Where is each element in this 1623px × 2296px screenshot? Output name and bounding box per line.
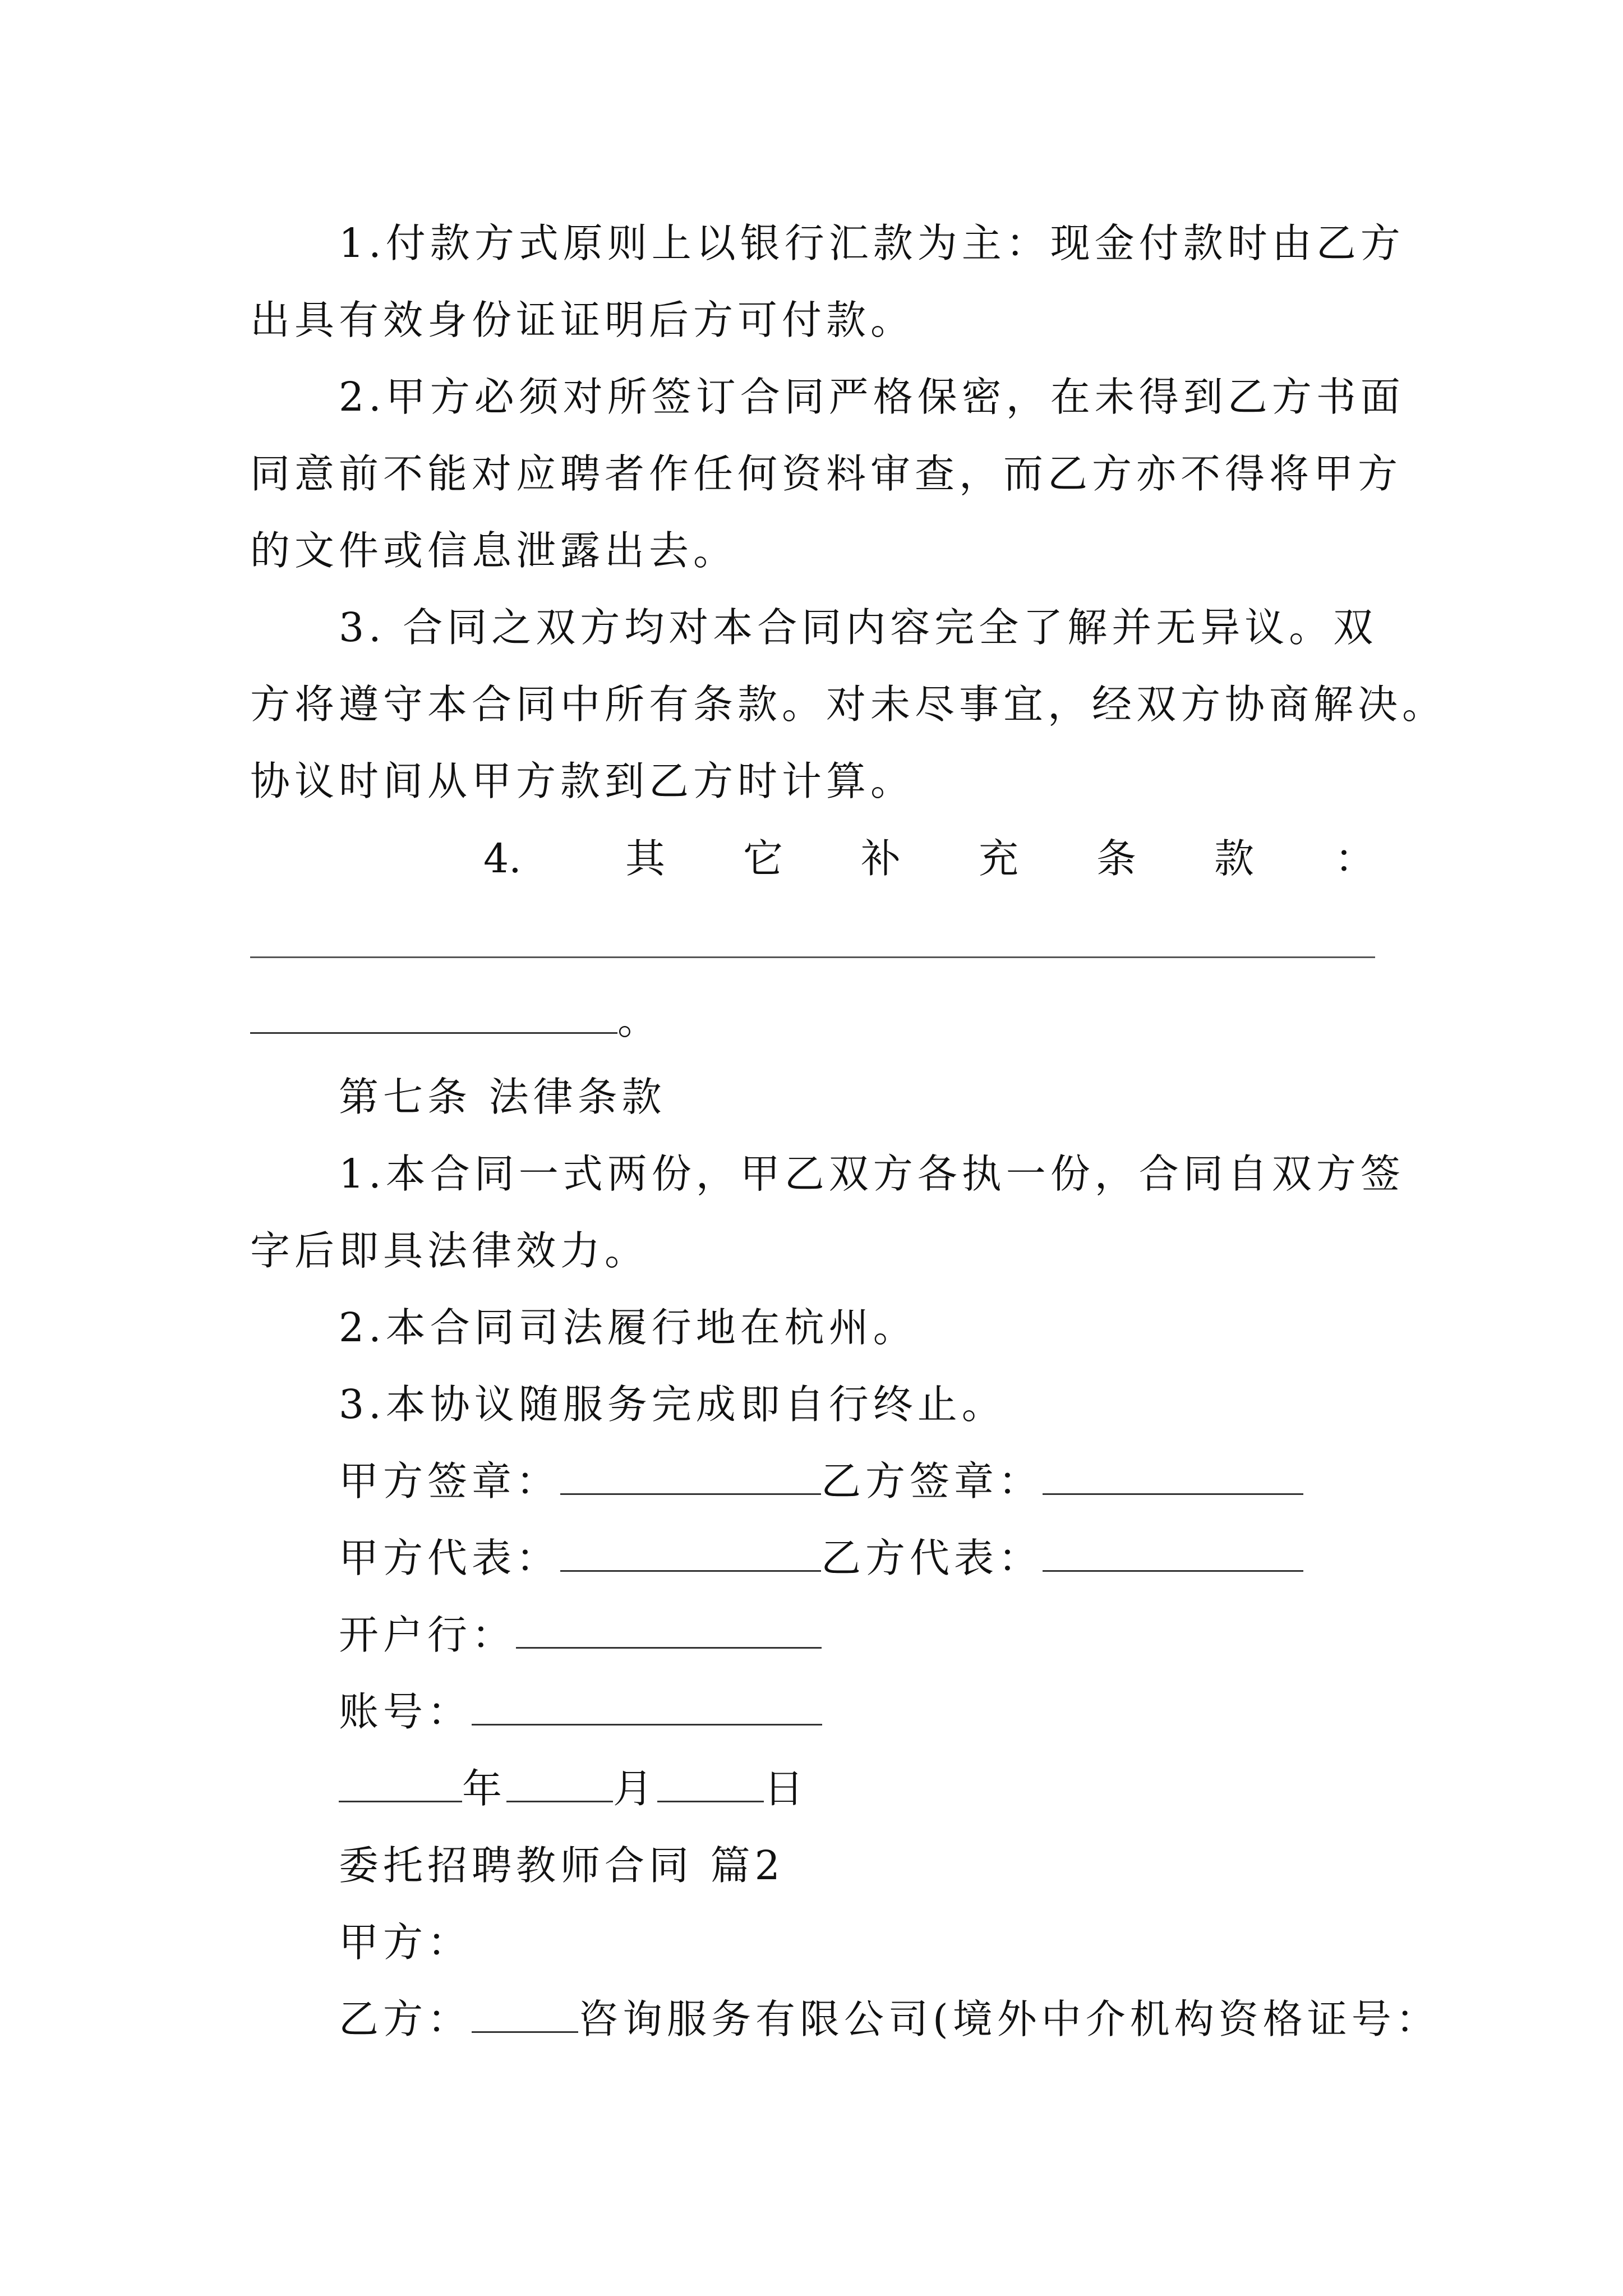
paragraph-line: 2.甲方必须对所签订合同严格保密，在未得到乙方书面 [339,374,1405,420]
day-label: 日 [764,1765,809,1812]
section-heading: 第七条 法律条款 [339,1074,666,1120]
heading-char: 它 [743,835,783,882]
bank-label: 开户行： [339,1612,517,1658]
heading-char: 充 [979,835,1019,882]
paragraph-line: 3. 合同之双方均对本合同内容完全了解并无异议。双 [339,604,1378,651]
paragraph-line: 出具有效身份证证明后方可付款。 [250,297,915,343]
party-a-seal-blank [560,1489,821,1495]
fill-in-line [250,997,662,1043]
heading-char: 补 [861,835,901,882]
party-a-rep-label: 甲方代表： [339,1535,561,1581]
date-line [339,1765,809,1812]
day-blank [657,1796,764,1802]
paragraph-line: 的文件或信息泄露出去。 [250,527,738,574]
bank-blank [516,1642,822,1649]
paragraph-line: 方将遵守本合同中所有条款。对未尽事宜，经双方协商解决。 [250,681,1447,728]
party-a-rep-blank [560,1566,821,1572]
paragraph-line: 同意前不能对应聘者作任何资料审查，而乙方亦不得将甲方 [250,450,1403,497]
party-b-seal-label: 乙方签章： [821,1458,1043,1504]
heading-colon: ： [1335,835,1375,882]
paragraph-line: 1.本合同一式两份，甲乙双方各执一份，合同自双方签 [339,1151,1405,1197]
month-label: 月 [613,1765,658,1812]
account-label: 账号： [339,1688,472,1735]
fill-in-rule [250,956,1375,958]
contract-title: 委托招聘教师合同 篇2 [339,1842,785,1889]
bank-line [339,1612,822,1658]
party-b-rest: 咨询服务有限公司(境外中介机构资格证号： [578,1996,1440,2042]
party-b-prefix: 乙方： [339,1996,472,2042]
paragraph-line: 2.本合同司法履行地在杭州。 [339,1304,917,1351]
item-number: 4. [483,835,522,882]
heading-char: 款 [1214,835,1255,882]
paragraph-line: 3.本协议随服务完成即自行终止。 [339,1381,1006,1428]
party-a-line: 甲方： [339,1919,472,1966]
party-b-rep-blank [1043,1566,1303,1572]
fill-in-blank [250,1028,617,1034]
account-blank [472,1719,822,1726]
paragraph-line: 1.付款方式原则上以银行汇款为主：现金付款时由乙方 [339,220,1405,266]
month-blank [506,1796,613,1802]
paragraph-line: 字后即具法律效力。 [250,1227,649,1274]
party-b-rep-label: 乙方代表： [821,1535,1043,1581]
representative-line [339,1535,1303,1581]
year-label: 年 [462,1765,507,1812]
party-b-seal-blank [1043,1489,1303,1495]
seal-line [339,1458,1303,1504]
party-a-seal-label: 甲方签章： [339,1458,561,1504]
heading-char: 其 [625,835,666,882]
heading-char: 条 [1096,835,1137,882]
paragraph-line: 协议时间从甲方款到乙方时计算。 [250,758,915,804]
party-b-name-blank [472,2027,578,2033]
year-blank [339,1796,462,1802]
party-b-line [339,1996,1440,2042]
account-line [339,1688,822,1735]
period: 。 [617,997,662,1043]
